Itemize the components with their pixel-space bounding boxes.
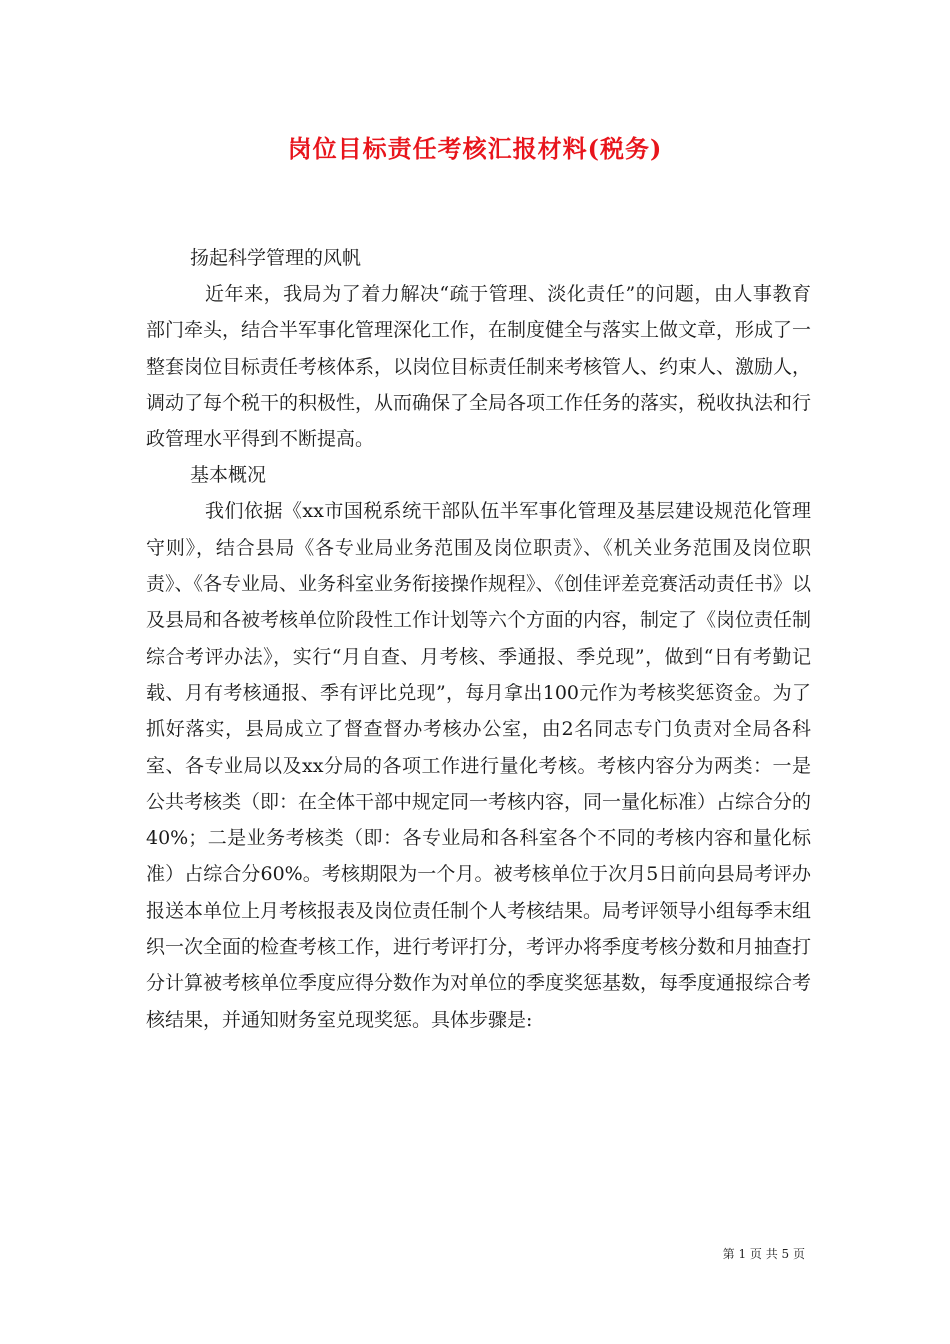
section-paragraph: 我们依据《xx市国税系统干部队伍半军事化管理及基层建设规范化管理守则》，结合县局《各专业局业务范围及岗位职责》、《机关业务范围及岗位职责》、《各专业局、业务科室业务衔接操作规程》、《创佳评差竞赛活动责任书》以及县局和各被考核单位阶段性工作计划等六个方面的内容，制定了《岗位责任制综合考评办法》，实行“月自查、月考核、季通报、季兑现”，做到“日有考勤记载、月有考核通报、季有评比兑现”，每月拿出100元作为考核奖惩资金。为了抓好落实，县局成立了督查督办考核办公室，由2名同志专门负责对全局各科室、各专业局以及xx分局的各项工作进行量化考核。考核内容分为两类：一是公共考核类（即：在全体干部中规定同一考核内容，同一量化标准）占综合分的40%；二是业务考核类（即：各专业局和各科室各个不同的考核内容和量化标准）占综合分60%。考核期限为一个月。被考核单位于次月5日前向县局考评办报送本单位上月考核报表及岗位责任制个人考核结果。局考评领导小组每季末组织一次全面的检查考核工作，进行考评打分，考评办将季度考核分数和月抽查打分计算被考核单位季度应得分数作为对单位的季度奖惩基数，每季度通报综合考核结果，并通知财务室兑现奖惩。具体步骤是: — [146, 500, 812, 1031]
section-paragraph: 近年来，我局为了着力解决“疏于管理、淡化责任”的问题，由人事教育部门牵头，结合半军事化管理深化工作，在制度健全与落实上做文章，形成了一整套岗位目标责任考核体系，以岗位目标责任制来考核管人、约束人、激励人，调动了每个税干的积极性，从而确保了全局各项工作任务的落实，税收执法和行政管理水平得到不断提高。 — [146, 283, 812, 451]
page-number: 第 1 页 共 5 页 — [722, 1247, 805, 1261]
document-title: 岗位目标责任考核汇报材料(税务) — [287, 134, 663, 163]
section-heading: 扬起科学管理的风帆 — [190, 247, 362, 269]
document-body — [146, 240, 811, 1038]
section-heading: 基本概况 — [190, 464, 267, 487]
